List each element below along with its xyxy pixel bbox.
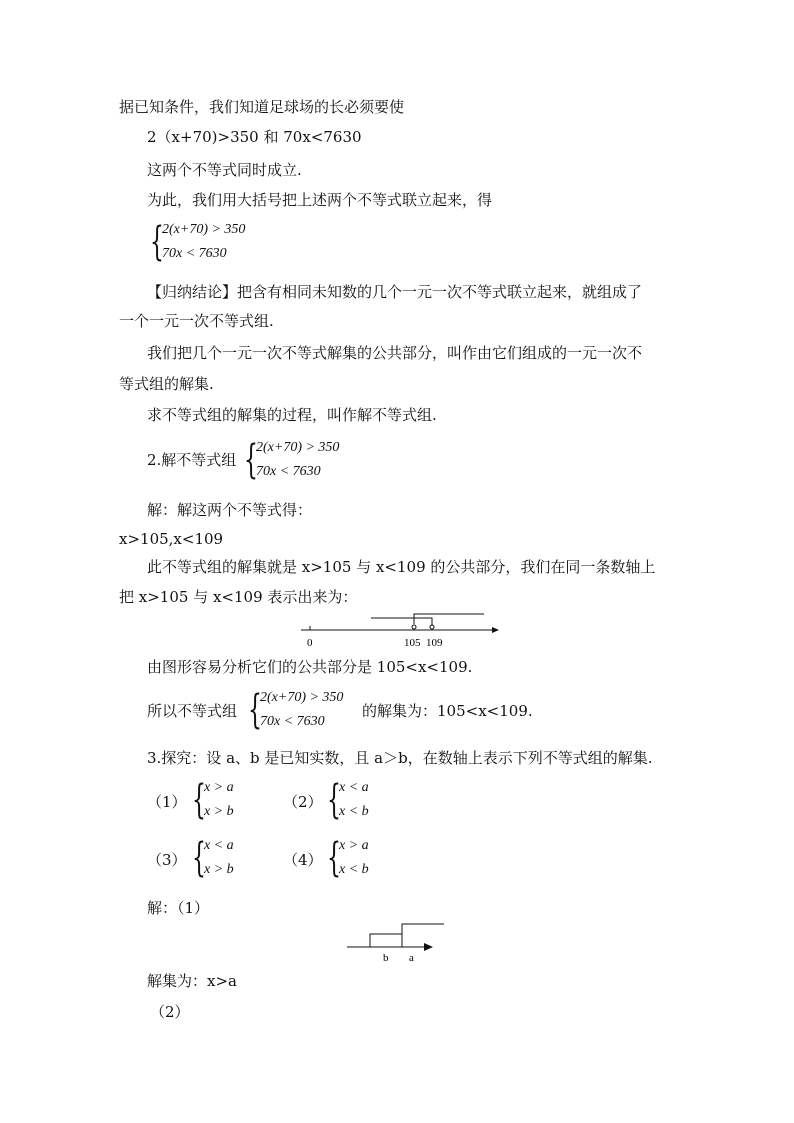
conclusion-tag: 【归纳结论】 bbox=[147, 283, 238, 301]
brace-icon: { bbox=[327, 835, 341, 881]
brace-icon: { bbox=[192, 835, 206, 881]
case-3-eq1: x < a bbox=[204, 838, 234, 853]
case-2-eq2: x < b bbox=[339, 804, 369, 819]
number-line-2 bbox=[344, 918, 449, 964]
paragraph-1: 据已知条件，我们知道足球场的长必须要使 bbox=[119, 98, 405, 116]
answer-label: 解：（1） bbox=[147, 899, 210, 917]
tick-label-a: a bbox=[409, 952, 414, 964]
tick-label-109: 109 bbox=[426, 637, 443, 649]
solution-line-2: x>105,x<109 bbox=[119, 530, 224, 548]
brace-icon: { bbox=[192, 777, 206, 823]
solution-line-1: 解：解这两个不等式得： bbox=[147, 501, 313, 519]
paragraph-4: 为此，我们用大括号把上述两个不等式联立起来，得 bbox=[147, 191, 493, 209]
brace-icon: { bbox=[248, 687, 262, 733]
system-eq2: 70x < 7630 bbox=[162, 246, 227, 261]
case-1-label: （1） bbox=[147, 793, 187, 811]
system-eq2: 70x < 7630 bbox=[256, 464, 321, 479]
case-2-label: （2） bbox=[283, 793, 323, 811]
case-4-label: （4） bbox=[283, 851, 323, 869]
solution-line-3: 此不等式组的解集就是 x>105 与 x<109 的公共部分，我们在同一条数轴上 bbox=[147, 558, 656, 576]
conclusion-text: 把含有相同未知数的几个一元一次不等式联立起来，就组成了 bbox=[237, 283, 643, 301]
case-4-system bbox=[327, 835, 397, 884]
brace-icon: { bbox=[327, 777, 341, 823]
case-1-eq1: x > a bbox=[204, 780, 234, 795]
case-4-eq1: x > a bbox=[339, 838, 369, 853]
paragraph-3: 这两个不等式同时成立. bbox=[147, 161, 302, 179]
solution-line-4: 由图形容易分析它们的公共部分是 105<x<109. bbox=[147, 658, 473, 676]
inequality-system-answer bbox=[248, 687, 368, 736]
case-3-label: （3） bbox=[147, 851, 187, 869]
paragraph-6: 我们把几个一元一次不等式解集的公共部分，叫作由它们组成的一元一次不 bbox=[147, 344, 643, 362]
case-3-system bbox=[192, 835, 262, 884]
question-3: 3.探究：设 a、b 是已知实数，且 a＞b，在数轴上表示下列不等式组的解集. bbox=[147, 749, 653, 767]
solution-line-3-cont: 把 x>105 与 x<109 表示出来为： bbox=[119, 588, 358, 606]
paragraph-6-cont: 等式组的解集. bbox=[119, 375, 214, 393]
case-1-eq2: x > b bbox=[204, 804, 234, 819]
answer-2-label: （2） bbox=[150, 1003, 190, 1021]
case-3-eq2: x > b bbox=[204, 862, 234, 877]
system-eq1: 2(x+70) > 350 bbox=[256, 440, 340, 455]
paragraph-2: 2（x+70)>350 和 70x<7630 bbox=[147, 128, 362, 146]
brace-icon: { bbox=[150, 219, 164, 265]
system-eq2: 70x < 7630 bbox=[260, 714, 325, 729]
paragraph-7: 求不等式组的解集的过程，叫作解不等式组. bbox=[147, 406, 437, 424]
conclusion-line-2: 一个一元一次不等式组. bbox=[119, 312, 274, 330]
brace-icon: { bbox=[244, 437, 258, 483]
tick-label-105: 105 bbox=[404, 637, 421, 649]
case-4-eq2: x < b bbox=[339, 862, 369, 877]
case-2-eq1: x < a bbox=[339, 780, 369, 795]
solution-line-5-post: 的解集为：105<x<109. bbox=[362, 702, 533, 720]
answer-1: 解集为：x>a bbox=[147, 972, 237, 990]
solution-line-5-pre: 所以不等式组 bbox=[147, 702, 238, 720]
case-2-system bbox=[327, 777, 397, 826]
inequality-system-main bbox=[150, 219, 270, 268]
system-eq1: 2(x+70) > 350 bbox=[260, 690, 344, 705]
system-eq1: 2(x+70) > 350 bbox=[162, 222, 246, 237]
conclusion bbox=[147, 282, 642, 302]
question-2-label: 2.解不等式组 bbox=[147, 451, 237, 469]
tick-label-b: b bbox=[383, 952, 389, 964]
inequality-system-q2 bbox=[244, 437, 364, 486]
number-line-1 bbox=[296, 612, 506, 652]
tick-label-0: 0 bbox=[307, 637, 313, 649]
case-1-system bbox=[192, 777, 262, 826]
